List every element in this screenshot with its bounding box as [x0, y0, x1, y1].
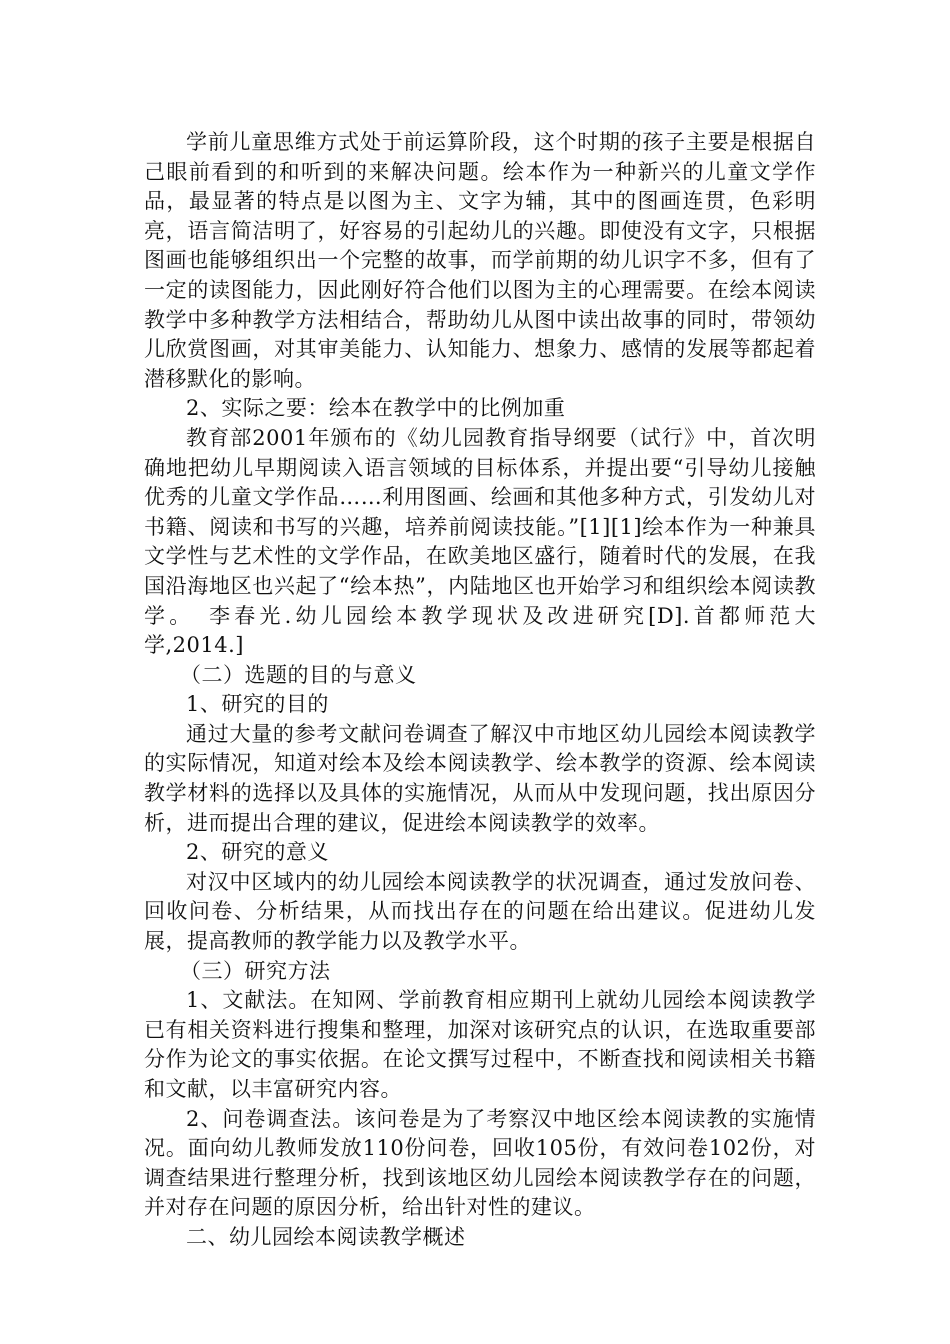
section-heading-practical-need: 2、实际之要：绘本在教学中的比例加重 — [186, 396, 566, 421]
paragraph-literature-method: 1、文献法。在知网、学前教育相应期刊上就幼儿园绘本阅读教学已有相关资料进行搜集和整理，加深对该研究点的认识，在选取重要部分作为论文的事实依据。在论文撰写过程中，不断查找和阅读相关书籍和文献，以丰富研究内容。 — [144, 988, 816, 1101]
paragraph-research-significance: 对汉中区域内的幼儿园绘本阅读教学的状况调查，通过发放问卷、回收问卷、分析结果，从而找出存在的问题在给出建议。促进幼儿发展，提高教师的教学能力以及教学水平。 — [144, 869, 816, 954]
subheading-research-significance: 2、研究的意义 — [186, 840, 329, 865]
subheading-research-purpose: 1、研究的目的 — [186, 692, 329, 717]
paragraph-questionnaire-method: 2、问卷调查法。该问卷是为了考察汉中地区绘本阅读教的实施情况。面向幼儿教师发放110份问卷，回收105份，有效问卷102份，对调查结果进行整理分析，找到该地区幼儿园绘本阅读教学存在的问题，并对存在问题的原因分析，给出针对性的建议。 — [144, 1106, 816, 1220]
section-heading-purpose-significance: （二）选题的目的与意义 — [180, 662, 417, 687]
paragraph-ministry-guideline: 教育部2001年颁布的《幼儿园教育指导纲要（试行》中，首次明确地把幼儿早期阅读入语言领域的目标体系，并提出要“引导幼儿接触优秀的儿童文学作品……利用图画、绘画和其他多种方式，引发幼儿对书籍、阅读和书写的兴趣，培养前阅读技能。”[1][1]绘本作为一种兼具文学性与艺术性的文学作品，在欧美地区盛行，随着时代的发展，在我国沿海地区也兴起了“绘本热”，内陆地区也开始学习和组织绘本阅读教学。 李春光.幼儿园绘本教学现状及改进研究[D].首都师范大学,2014.] — [144, 425, 816, 658]
section-heading-research-methods: （三）研究方法 — [180, 958, 331, 983]
paragraph-research-purpose: 通过大量的参考文献问卷调查了解汉中市地区幼儿园绘本阅读教学的实际情况，知道对绘本及绘本阅读教学、绘本教学的资源、绘本阅读教学材料的选择以及具体的实施情况，从而从中发现问题，找出原因分析，进而提出合理的建议，促进绘本阅读教学的效率。 — [144, 721, 816, 835]
chapter-heading-overview: 二、幼儿园绘本阅读教学概述 — [186, 1224, 466, 1249]
document-body — [144, 128, 816, 1253]
paragraph-picture-book-intro: 学前儿童思维方式处于前运算阶段，这个时期的孩子主要是根据自己眼前看到的和听到的来解决问题。绘本作为一种新兴的儿童文学作品，最显著的特点是以图为主、文字为辅，其中的图画连贯，色彩明亮，语言简洁明了，好容易的引起幼儿的兴趣。即使没有文字，只根据图画也能够组织出一个完整的故事，而学前期的幼儿识字不多，但有了一定的读图能力，因此刚好符合他们以图为主的心理需要。在绘本阅读教学中多种教学方法相结合，帮助幼儿从图中读出故事的同时，带领幼儿欣赏图画，对其审美能力、认知能力、想象力、感情的发展等都起着潜移默化的影响。 — [144, 130, 816, 391]
